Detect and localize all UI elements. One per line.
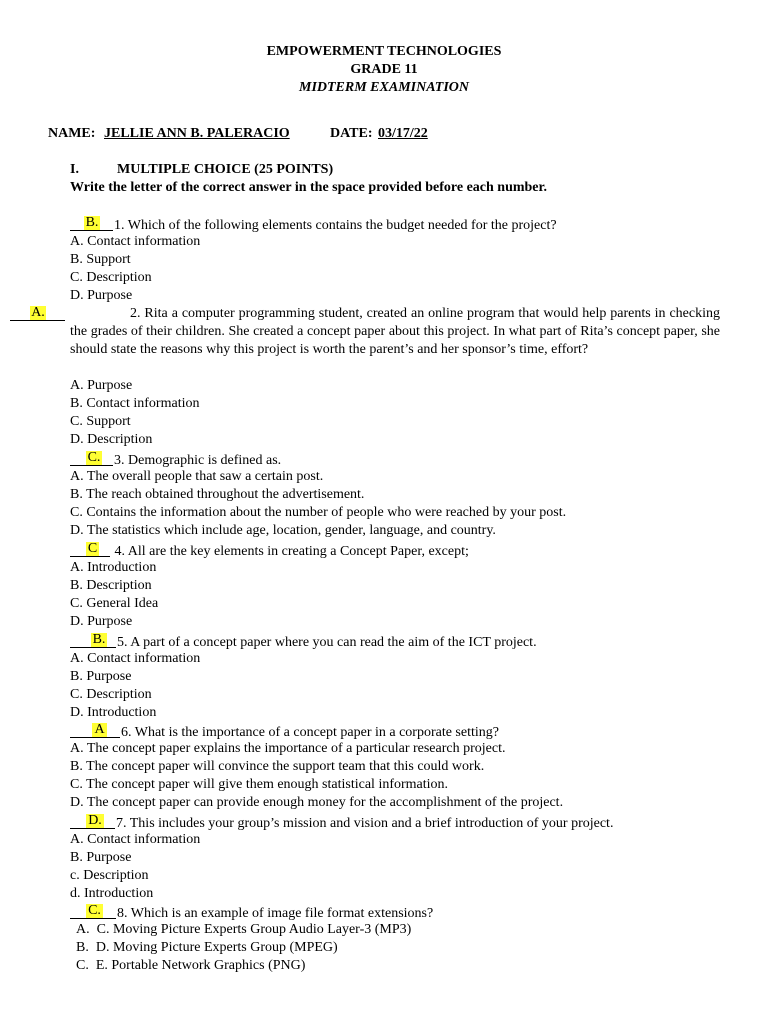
- option: D. Description: [70, 432, 153, 447]
- question-6: [70, 722, 499, 742]
- answer-highlight: B.: [92, 632, 106, 647]
- option: B. Support: [70, 252, 131, 267]
- section-numeral: I.: [70, 162, 79, 177]
- question-text: 8. Which is an example of image file format extensions?: [117, 906, 434, 921]
- question-1: [70, 215, 557, 235]
- option: B. The concept paper will convince the support team that this could work.: [70, 759, 485, 774]
- option: C. General Idea: [70, 596, 159, 611]
- answer-blank: [70, 722, 120, 738]
- option: C. The concept paper will give them enough statistical information.: [70, 777, 449, 792]
- option: A. C. Moving Picture Experts Group Audio Layer-3 (MP3): [76, 922, 412, 937]
- question-text: 5. A part of a concept paper where you can read the aim of the ICT project.: [117, 635, 537, 650]
- subject-title: EMPOWERMENT TECHNOLOGIES: [266, 44, 502, 59]
- option: B. Purpose: [70, 669, 132, 684]
- option: D. The concept paper can provide enough money for the accomplishment of the project.: [70, 795, 564, 810]
- answer-highlight: B.: [85, 215, 99, 230]
- question-4: [70, 541, 469, 561]
- option: D. Purpose: [70, 614, 133, 629]
- answer-highlight: C: [87, 541, 98, 556]
- option: C. Contains the information about the number of people who were reached by your post.: [70, 505, 567, 520]
- option: C. Support: [70, 414, 131, 429]
- option: B. Purpose: [70, 850, 132, 865]
- option: B. Contact information: [70, 396, 200, 411]
- option: C. E. Portable Network Graphics (PNG): [76, 958, 306, 973]
- answer-blank: [70, 813, 115, 829]
- option: D. Purpose: [70, 288, 133, 303]
- answer-highlight: C.: [87, 450, 101, 465]
- option: C. Description: [70, 687, 152, 702]
- option: C. Description: [70, 270, 152, 285]
- option: D. The statistics which include age, location, gender, language, and country.: [70, 523, 496, 538]
- option: A. The concept paper explains the importance of a particular research project.: [70, 741, 506, 756]
- option: d. Introduction: [70, 886, 154, 901]
- question-text: 1. Which of the following elements contains the budget needed for the project?: [114, 218, 557, 233]
- date-label: DATE:: [330, 126, 373, 141]
- question-3: [70, 450, 281, 470]
- answer-blank: [70, 632, 116, 648]
- exam-title: MIDTERM EXAMINATION: [299, 80, 469, 95]
- question-text: 2. Rita a computer programming student, created an online program that would help parents in checking the grades of their children. She created a concept paper about this project. In what part of Rita’s concept paper, she should state the reasons why this project is worth the parent’s and her sponsor’s time, effort?: [70, 306, 720, 357]
- section-title: MULTIPLE CHOICE (25 POINTS): [117, 162, 334, 177]
- answer-blank: [70, 450, 113, 466]
- grade-title: GRADE 11: [350, 62, 418, 77]
- answer-highlight: A.: [31, 305, 45, 320]
- option: B. D. Moving Picture Experts Group (MPEG): [76, 940, 338, 955]
- option: A. Contact information: [70, 651, 201, 666]
- section-instruction: Write the letter of the correct answer in the space provided before each number.: [70, 180, 547, 195]
- option: A. The overall people that saw a certain post.: [70, 469, 324, 484]
- name-value: JELLIE ANN B. PALERACIO: [104, 126, 290, 141]
- option: B. The reach obtained throughout the advertisement.: [70, 487, 365, 502]
- option: A. Contact information: [70, 234, 201, 249]
- answer-blank: [70, 215, 113, 231]
- answer-blank: [70, 541, 110, 557]
- answer-highlight: D.: [86, 814, 104, 828]
- option: A. Purpose: [70, 378, 133, 393]
- question-2: [31, 305, 720, 359]
- question-7: [70, 813, 613, 833]
- option: A. Contact information: [70, 832, 201, 847]
- answer-highlight: C.: [86, 904, 103, 918]
- question-5: [70, 632, 537, 652]
- option: A. Introduction: [70, 560, 157, 575]
- option: c. Description: [70, 868, 149, 883]
- question-text: 7. This includes your group’s mission and vision and a brief introduction of your project.: [116, 816, 614, 831]
- answer-highlight: A: [92, 723, 107, 737]
- answer-blank: [70, 903, 116, 919]
- date-value: 03/17/22: [378, 126, 428, 141]
- question-text: 6. What is the importance of a concept paper in a corporate setting?: [121, 725, 499, 740]
- answer-blank: [10, 305, 65, 321]
- name-label: NAME:: [48, 126, 96, 141]
- question-text: 4. All are the key elements in creating a Concept Paper, except;: [111, 544, 469, 559]
- question-text: 3. Demographic is defined as.: [114, 453, 282, 468]
- option: B. Description: [70, 578, 152, 593]
- question-8: [70, 903, 433, 923]
- option: D. Introduction: [70, 705, 157, 720]
